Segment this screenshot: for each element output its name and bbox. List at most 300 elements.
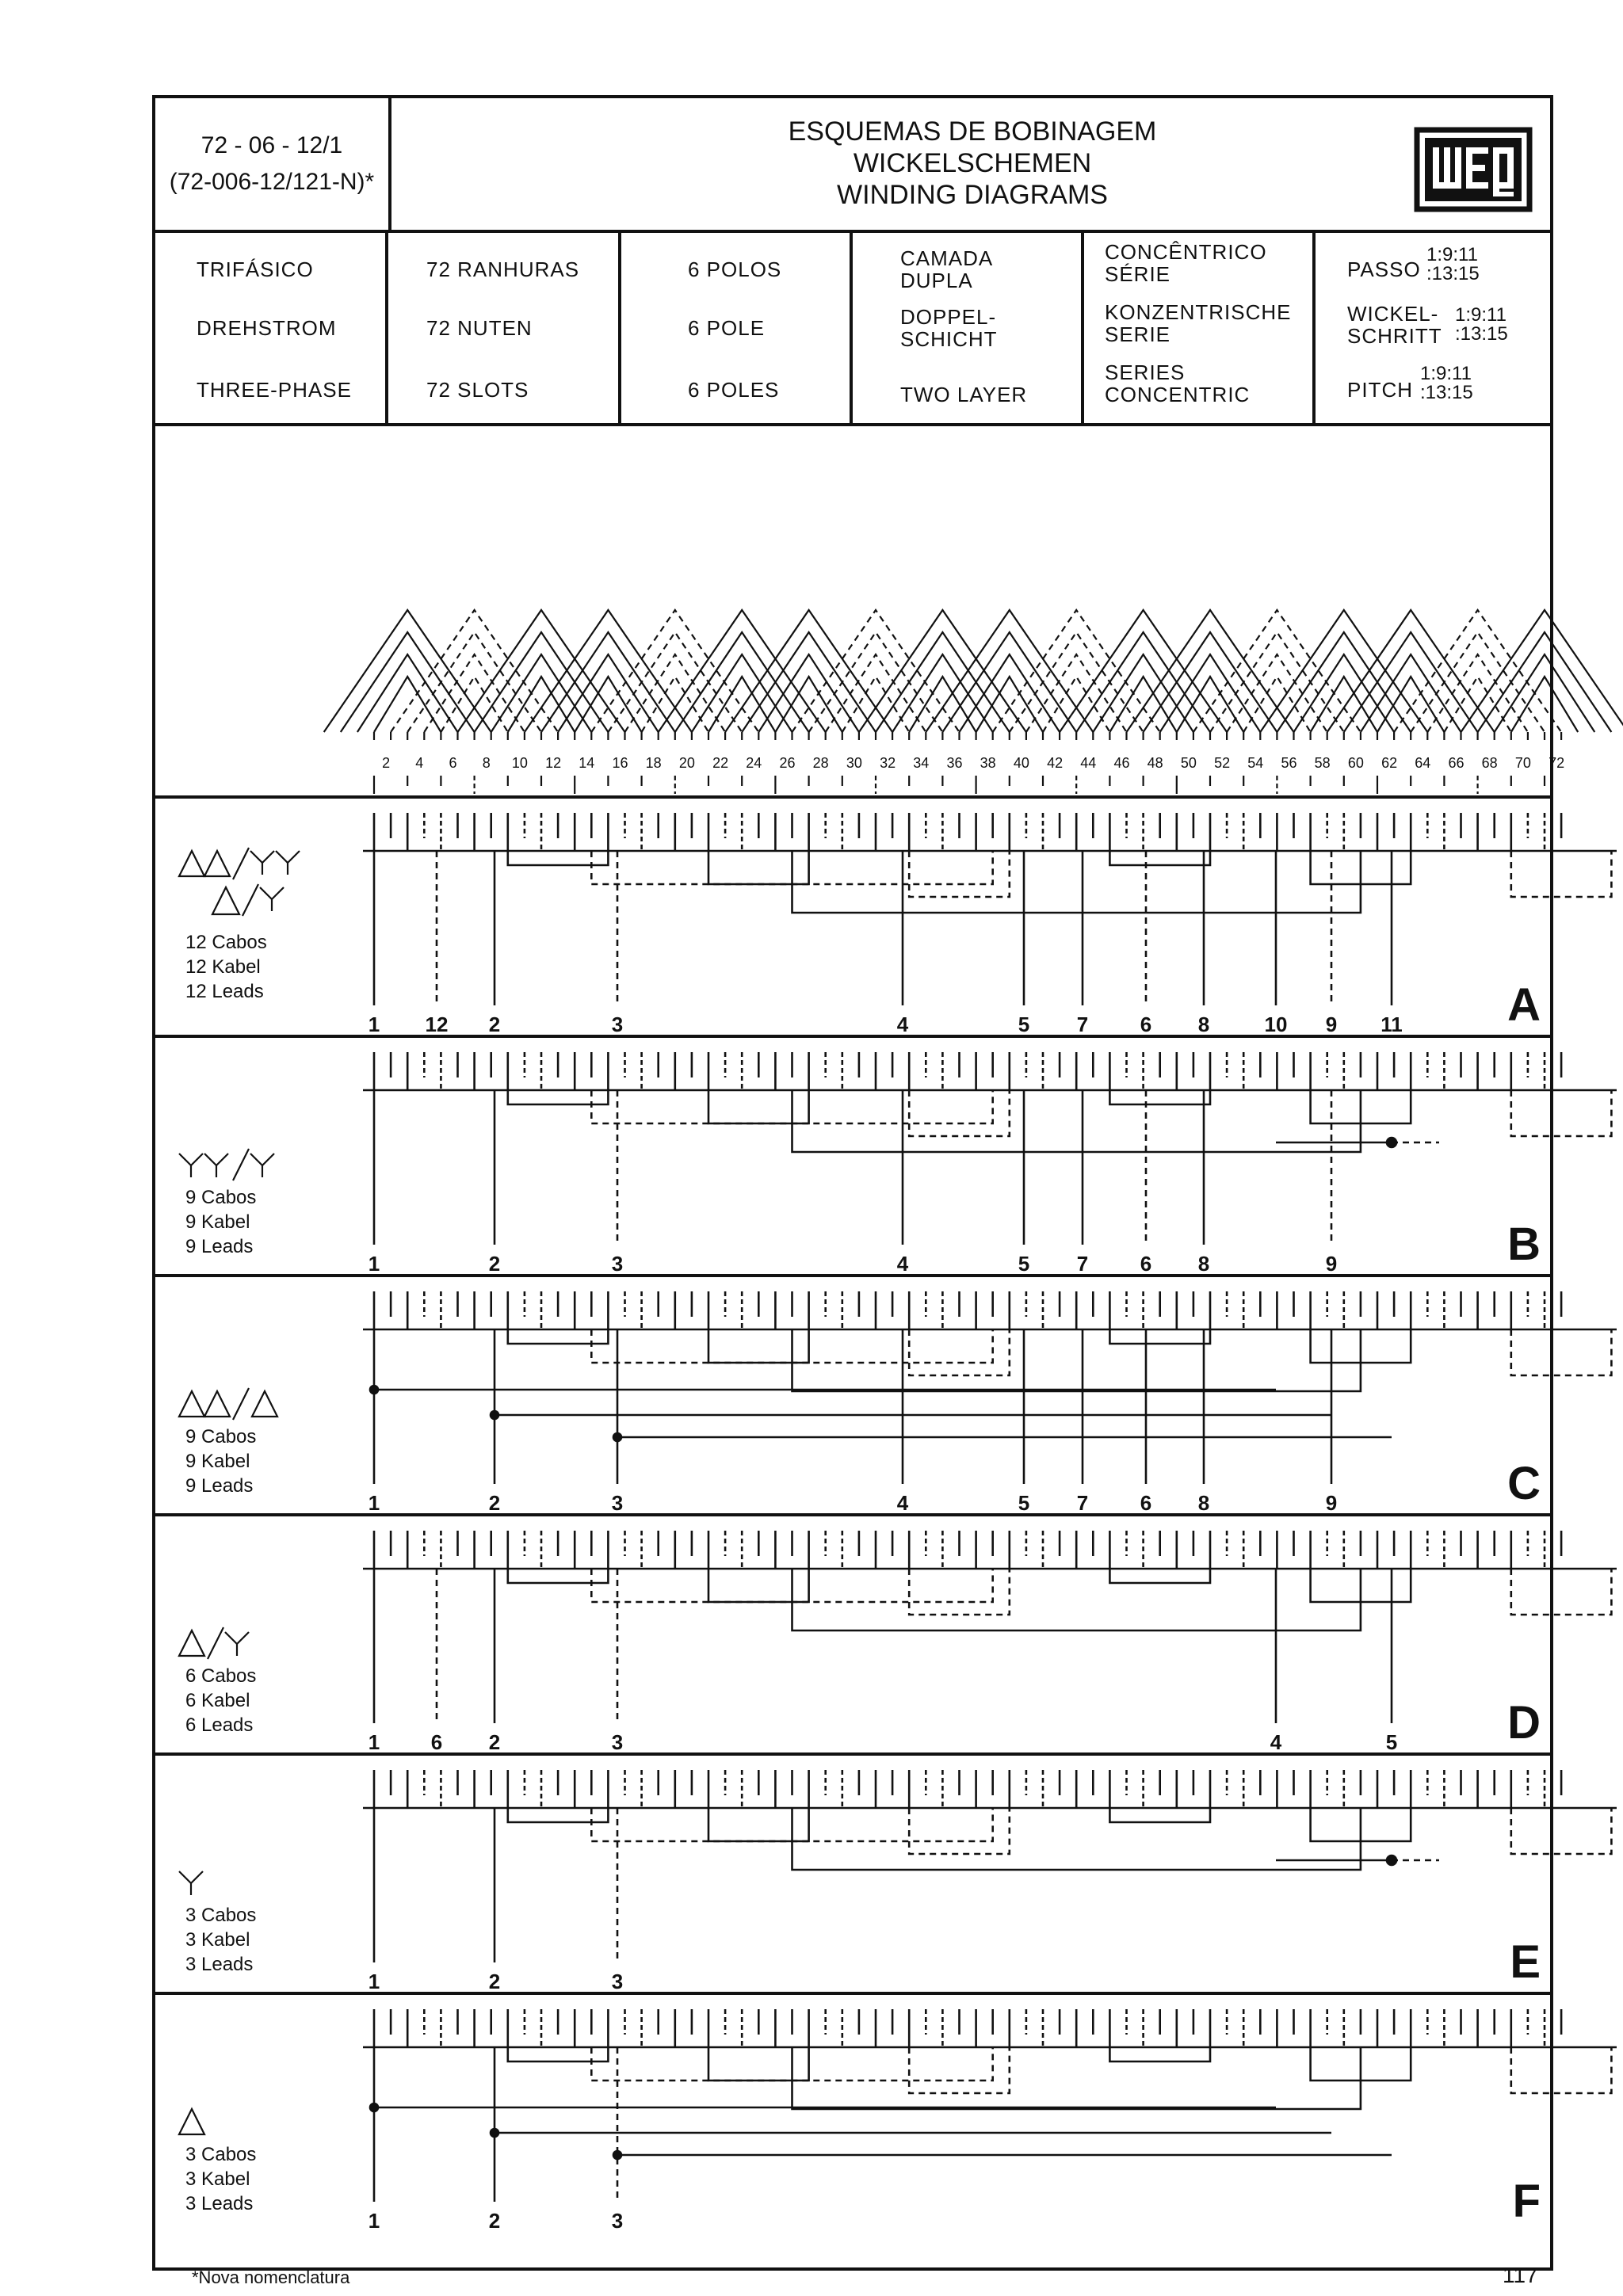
terminal-label: 8 (1197, 1252, 1210, 1276)
slot-number: 18 (645, 755, 662, 771)
slot-number: 40 (1013, 755, 1029, 771)
group-bridge (1109, 851, 1210, 865)
coil-side (391, 610, 558, 732)
coil-side (1193, 610, 1361, 732)
star-shape (179, 1871, 203, 1883)
terminal-label: 2 (488, 1491, 501, 1515)
spec-slots (388, 230, 621, 423)
coil-overview-drawing (155, 423, 1565, 792)
terminal-label: 7 (1076, 1013, 1089, 1036)
slot-number: 66 (1448, 755, 1465, 771)
coil-side (675, 632, 809, 732)
coil-side (357, 654, 458, 732)
terminal-label: 2 (488, 2209, 501, 2233)
delta-shape (179, 1630, 204, 1656)
spec-poles-pt: 6 POLOS (688, 257, 782, 281)
leads-kabel: 12 Kabel (185, 956, 261, 978)
group-bridge (909, 1090, 1010, 1136)
spec-phase-pt: TRIFÁSICO (197, 257, 314, 281)
leads-cabos: 3 Cabos (185, 1905, 257, 1926)
coil-side (1060, 610, 1227, 732)
terminal-label: 4 (896, 1252, 909, 1276)
group-bridge (508, 1329, 609, 1344)
coil-side (692, 654, 792, 732)
pitch-value-de: 1:9:11 :13:15 (1455, 304, 1508, 345)
pitch-label-pt: PASSO (1347, 257, 1421, 281)
group-bridge (508, 851, 609, 865)
terminal-label: 1 (368, 2209, 380, 2233)
slot-number: 20 (678, 755, 695, 771)
coil-side (1444, 677, 1510, 732)
terminal-label: 6 (1140, 1252, 1152, 1276)
spec-layer (853, 230, 1084, 423)
panel-letter: A (1507, 979, 1541, 1031)
slot-number: 46 (1113, 755, 1130, 771)
coil-side (1427, 654, 1528, 732)
panel-drawing (155, 1992, 1550, 2233)
pitch-value-pt: 1:9:11 :13:15 (1426, 244, 1480, 284)
panel-drawing (155, 1274, 1550, 1515)
group-bridge (1109, 1090, 1210, 1104)
title-block (388, 98, 1556, 230)
slot-number: 72 (1549, 755, 1565, 771)
group-bridge (508, 1808, 609, 1822)
group-bridge (1109, 1569, 1210, 1583)
group-bridge (909, 1808, 1010, 1854)
coil-side (909, 677, 976, 732)
panel-letter: B (1507, 1219, 1541, 1270)
group-bridge (708, 1329, 809, 1363)
slot-number: 6 (449, 755, 457, 771)
terminal-label: 11 (1381, 1013, 1403, 1036)
coil-side (1394, 610, 1561, 732)
terminal-label: 8 (1197, 1491, 1210, 1515)
code-line-1: 72 - 06 - 12/1 (200, 132, 343, 158)
coil-side (809, 632, 943, 732)
group-bridge (1109, 1808, 1210, 1822)
leads-kabel: 3 Kabel (185, 2168, 250, 2190)
slot-number: 8 (482, 755, 491, 771)
panel-letter: F (1512, 2176, 1541, 2227)
pitch-label-en: PITCH (1347, 378, 1413, 402)
slot-number: 30 (846, 755, 862, 771)
terminal-label: 3 (611, 1970, 624, 1993)
connection-panel-f (155, 1992, 1550, 2267)
spec-type-pt: CONCÊNTRICO SÉRIE (1105, 240, 1267, 286)
spec-phase-en: THREE-PHASE (197, 378, 352, 402)
slot-number: 70 (1514, 755, 1531, 771)
wiring (363, 2009, 1617, 2202)
terminal-label: 7 (1076, 1491, 1089, 1515)
spec-phase-de: DREHSTROM (197, 316, 337, 340)
slot-number: 22 (712, 755, 729, 771)
slash-shape (233, 848, 249, 879)
coil-side (1377, 677, 1444, 732)
coil-side (1160, 654, 1261, 732)
slot-number: 36 (946, 755, 963, 771)
coil-side (725, 610, 892, 732)
coil-side (993, 610, 1160, 732)
slot-number: 14 (579, 755, 595, 771)
leads-leads: 6 Leads (185, 1714, 254, 1736)
delta-shape (252, 1391, 277, 1417)
leads-block (185, 930, 267, 1004)
group-bridge (708, 1569, 809, 1602)
slot-number: 42 (1047, 755, 1064, 771)
symbol-strokes (179, 1149, 274, 1180)
connection-symbol-icon (178, 843, 336, 930)
slash-shape (233, 1149, 249, 1180)
title-german: WICKELSCHEMEN (853, 148, 1092, 178)
terminal-label: 1 (368, 1491, 380, 1515)
terminal-label: 3 (611, 2209, 624, 2233)
spec-layer-de: DOPPEL- SCHICHT (900, 305, 998, 351)
group-bridge (508, 1569, 609, 1583)
wiring (363, 1531, 1617, 1723)
header (155, 98, 1550, 233)
coil-side (708, 677, 775, 732)
coil-side (1026, 654, 1127, 732)
coil-side (859, 610, 1026, 732)
slot-number: 2 (382, 755, 391, 771)
slot-number: 58 (1314, 755, 1331, 771)
leads-cabos: 3 Cabos (185, 2144, 257, 2165)
coil-side (1294, 654, 1395, 732)
slot-number: 24 (746, 755, 762, 771)
slot-number: 34 (913, 755, 930, 771)
coil-side (792, 610, 960, 732)
coil-side (842, 677, 909, 732)
panel-letter: E (1510, 1936, 1541, 1988)
slot-number: 52 (1214, 755, 1231, 771)
leads-kabel: 3 Kabel (185, 1929, 250, 1951)
group-bridge (1511, 1090, 1612, 1136)
coil-side (1210, 632, 1344, 732)
spec-layer-pt: CAMADA DUPLA (900, 246, 994, 292)
star-shape (225, 1632, 249, 1644)
terminal-label: 5 (1385, 1730, 1398, 1754)
coil-side (1144, 632, 1277, 732)
star-shape (260, 887, 284, 899)
series-connector (792, 1329, 1361, 1391)
coil-side (458, 610, 625, 732)
page-number: 117 (1503, 2263, 1538, 2287)
slot-number: 62 (1381, 755, 1398, 771)
slot-number: 4 (415, 755, 424, 771)
slot-number: 68 (1481, 755, 1498, 771)
connection-panel-c (155, 1274, 1550, 1516)
symbol-strokes (179, 2109, 204, 2134)
group-bridge (1109, 1329, 1210, 1344)
group-bridge (1511, 1808, 1612, 1854)
terminal-label: 6 (430, 1730, 443, 1754)
coil-side (1260, 610, 1427, 732)
wiring (363, 813, 1617, 1005)
terminal-label: 4 (896, 1013, 909, 1036)
terminal-label: 9 (1325, 1252, 1338, 1276)
spec-slots-en: 72 SLOTS (426, 378, 529, 402)
coil-side (1076, 632, 1210, 732)
slot-number: 60 (1347, 755, 1364, 771)
symbol-strokes (179, 1871, 203, 1895)
leads-block (185, 2142, 256, 2216)
spec-type-en: SERIES CONCENTRIC (1105, 360, 1251, 406)
slot-number: 38 (980, 755, 996, 771)
terminal-label: 3 (611, 1252, 624, 1276)
coil-overview (155, 423, 1565, 799)
group-bridge (508, 2047, 609, 2061)
leads-kabel: 9 Kabel (185, 1211, 250, 1233)
spec-phase (155, 230, 388, 423)
coil-side (642, 677, 708, 732)
terminal-label: 6 (1140, 1491, 1152, 1515)
group-bridge (708, 2047, 809, 2081)
junction-dot (370, 1386, 378, 1394)
leads-leads: 12 Leads (185, 981, 264, 1002)
group-bridge (1109, 2047, 1210, 2061)
coil-side (1344, 632, 1478, 732)
terminal-label: 3 (611, 1730, 624, 1754)
panel-drawing (155, 1753, 1550, 1993)
spec-poles (621, 230, 853, 423)
slot-number: 28 (812, 755, 829, 771)
terminal-label: 1 (368, 1970, 380, 1993)
group-bridge (708, 1090, 809, 1123)
weg-logo (1414, 127, 1533, 212)
wiring (363, 1052, 1617, 1245)
slot-number: 44 (1080, 755, 1097, 771)
coil-side (1010, 632, 1144, 732)
slot-number: 64 (1415, 755, 1431, 771)
wiring (363, 1770, 1617, 1962)
group-bridge (1511, 851, 1612, 897)
symbol-strokes (179, 1627, 249, 1659)
coil-side (407, 632, 541, 732)
group-bridge (909, 2047, 1010, 2093)
terminal-label: 8 (1197, 1013, 1210, 1036)
terminal-label: 4 (896, 1491, 909, 1515)
winding-diagram-sheet (152, 95, 1565, 2271)
leads-kabel: 9 Kabel (185, 1451, 250, 1472)
coil-side (541, 632, 675, 732)
spec-table (155, 230, 1550, 426)
leads-block (185, 1664, 256, 1737)
coil-side (1495, 654, 1595, 732)
coil-side (942, 632, 1076, 732)
footnote: *Nova nomenclatura (192, 2267, 350, 2287)
star-shape (250, 1154, 274, 1165)
terminal-label: 12 (425, 1013, 449, 1036)
panel-letter: C (1507, 1458, 1541, 1509)
series-connector (792, 1808, 1361, 1870)
leads-cabos: 6 Cabos (185, 1665, 257, 1687)
terminal-label: 4 (1270, 1730, 1282, 1754)
coil-side (525, 610, 692, 732)
coil-side (1361, 654, 1461, 732)
terminal-label: 3 (611, 1491, 624, 1515)
coil-side (591, 610, 758, 732)
series-connector (792, 1090, 1361, 1152)
terminal-label: 3 (611, 1013, 624, 1036)
leads-cabos: 9 Cabos (185, 1187, 257, 1208)
star-shape (204, 1154, 228, 1165)
terminal-label: 2 (488, 1252, 501, 1276)
coil-side (1327, 610, 1495, 732)
terminal-label: 1 (368, 1013, 380, 1036)
spec-poles-de: 6 POLE (688, 316, 766, 340)
coil-side (1127, 610, 1294, 732)
panel-letter: D (1507, 1697, 1541, 1749)
terminal-label: 2 (488, 1970, 501, 1993)
panel-drawing (155, 1035, 1550, 1276)
group-bridge (909, 1569, 1010, 1615)
slot-number: 26 (779, 755, 796, 771)
leads-cabos: 12 Cabos (185, 932, 267, 953)
coil-side (508, 677, 575, 732)
coil-side (1227, 654, 1327, 732)
terminal-label: 5 (1018, 1491, 1030, 1515)
coil-side (1043, 677, 1109, 732)
leads-kabel: 6 Kabel (185, 1690, 250, 1711)
pitch-value-en: 1:9:11 :13:15 (1420, 363, 1473, 403)
junction-dot (491, 1411, 498, 1419)
group-bridge (909, 1329, 1010, 1375)
slot-number: 56 (1281, 755, 1297, 771)
coil-side (424, 654, 525, 732)
leads-leads: 9 Leads (185, 1236, 254, 1257)
panel-drawing (155, 1513, 1550, 1754)
coil-side (575, 677, 641, 732)
slash-shape (242, 884, 258, 916)
terminal-label: 6 (1140, 1013, 1152, 1036)
star-shape (250, 851, 274, 863)
junction-dot (491, 2129, 498, 2137)
terminal-label: 7 (1076, 1252, 1089, 1276)
star-point-dot (1387, 1138, 1396, 1147)
coil-side (775, 677, 842, 732)
slot-number: 10 (511, 755, 528, 771)
spec-poles-en: 6 POLES (688, 378, 780, 402)
slash-shape (208, 1627, 223, 1659)
slot-number: 12 (545, 755, 562, 771)
group-bridge (508, 1090, 609, 1104)
group-bridge (708, 1808, 809, 1841)
coil-side (608, 632, 742, 732)
leads-block (185, 1185, 256, 1259)
spec-layer-en: TWO LAYER (900, 383, 1028, 406)
diagram-code (155, 98, 391, 230)
spec-pitch (1316, 230, 1550, 423)
series-connector (792, 2047, 1361, 2109)
spec-slots-de: 72 NUTEN (426, 316, 533, 340)
coil-side (926, 610, 1093, 732)
coil-side (1478, 632, 1612, 732)
leads-cabos: 9 Cabos (185, 1426, 257, 1447)
coil-side (558, 654, 659, 732)
coil-side (441, 677, 507, 732)
slot-number: 16 (612, 755, 628, 771)
junction-dot (613, 1433, 621, 1441)
coil-side (1411, 632, 1545, 732)
title-english: WINDING DIAGRAMS (837, 180, 1108, 210)
slash-shape (233, 1388, 249, 1420)
coil-side (625, 654, 726, 732)
spec-type (1084, 230, 1316, 423)
coil-side (892, 654, 993, 732)
group-bridge (708, 851, 809, 884)
star-shape (276, 851, 300, 863)
delta-shape (179, 1391, 204, 1417)
star-point-dot (1387, 1855, 1396, 1865)
slot-number: 50 (1180, 755, 1197, 771)
coil-side (341, 632, 475, 732)
terminal-label: 5 (1018, 1013, 1030, 1036)
leads-block (185, 1425, 256, 1498)
coil-side (1093, 654, 1193, 732)
coil-side (659, 610, 826, 732)
connection-panel-e (155, 1753, 1550, 1995)
delta-shape (179, 2109, 204, 2134)
title-portuguese: ESQUEMAS DE BOBINAGEM (788, 116, 1157, 147)
star-shape (179, 1154, 203, 1165)
connection-panel-d (155, 1513, 1550, 1756)
panel-drawing (155, 795, 1550, 1036)
coil-side (876, 632, 1010, 732)
delta-shape (179, 851, 204, 876)
terminal-label: 1 (368, 1252, 380, 1276)
coil-side (374, 677, 441, 732)
terminal-label: 1 (368, 1730, 380, 1754)
spec-type-de: KONZENTRISCHE SERIE (1105, 300, 1292, 346)
connection-panel-a (155, 795, 1550, 1038)
coil-side (960, 654, 1060, 732)
coil-side (1311, 677, 1377, 732)
symbol-strokes (179, 1388, 277, 1420)
junction-dot (370, 2103, 378, 2111)
coil-side (1109, 677, 1176, 732)
coil-side (758, 654, 859, 732)
junction-dot (613, 2151, 621, 2159)
pitch-label-de: WICKEL- SCHRITT (1347, 302, 1442, 348)
coil-side (1243, 677, 1310, 732)
delta-shape (204, 1391, 230, 1417)
coil-side (1177, 677, 1243, 732)
spec-slots-pt: 72 RANHURAS (426, 257, 580, 281)
terminal-label: 9 (1325, 1013, 1338, 1036)
coil-side (1277, 632, 1411, 732)
terminal-label: 10 (1264, 1013, 1288, 1036)
leads-leads: 3 Leads (185, 1954, 254, 1975)
terminal-label: 9 (1325, 1491, 1338, 1515)
leads-leads: 3 Leads (185, 2193, 254, 2214)
delta-shape (204, 851, 230, 876)
slot-number: 54 (1247, 755, 1264, 771)
slot-number: 48 (1147, 755, 1163, 771)
connection-panel-b (155, 1035, 1550, 1277)
code-line-2: (72-006-12/121-N)* (169, 169, 375, 195)
group-bridge (1511, 1569, 1612, 1615)
slot-number: 32 (880, 755, 896, 771)
coil-side (475, 632, 609, 732)
coil-side (826, 654, 926, 732)
group-bridge (909, 851, 1010, 897)
terminal-label: 2 (488, 1013, 501, 1036)
wiring (363, 1291, 1617, 1484)
group-bridge (1511, 2047, 1612, 2093)
leads-leads: 9 Leads (185, 1475, 254, 1497)
symbol-strokes (179, 848, 300, 916)
coil-side (491, 654, 592, 732)
